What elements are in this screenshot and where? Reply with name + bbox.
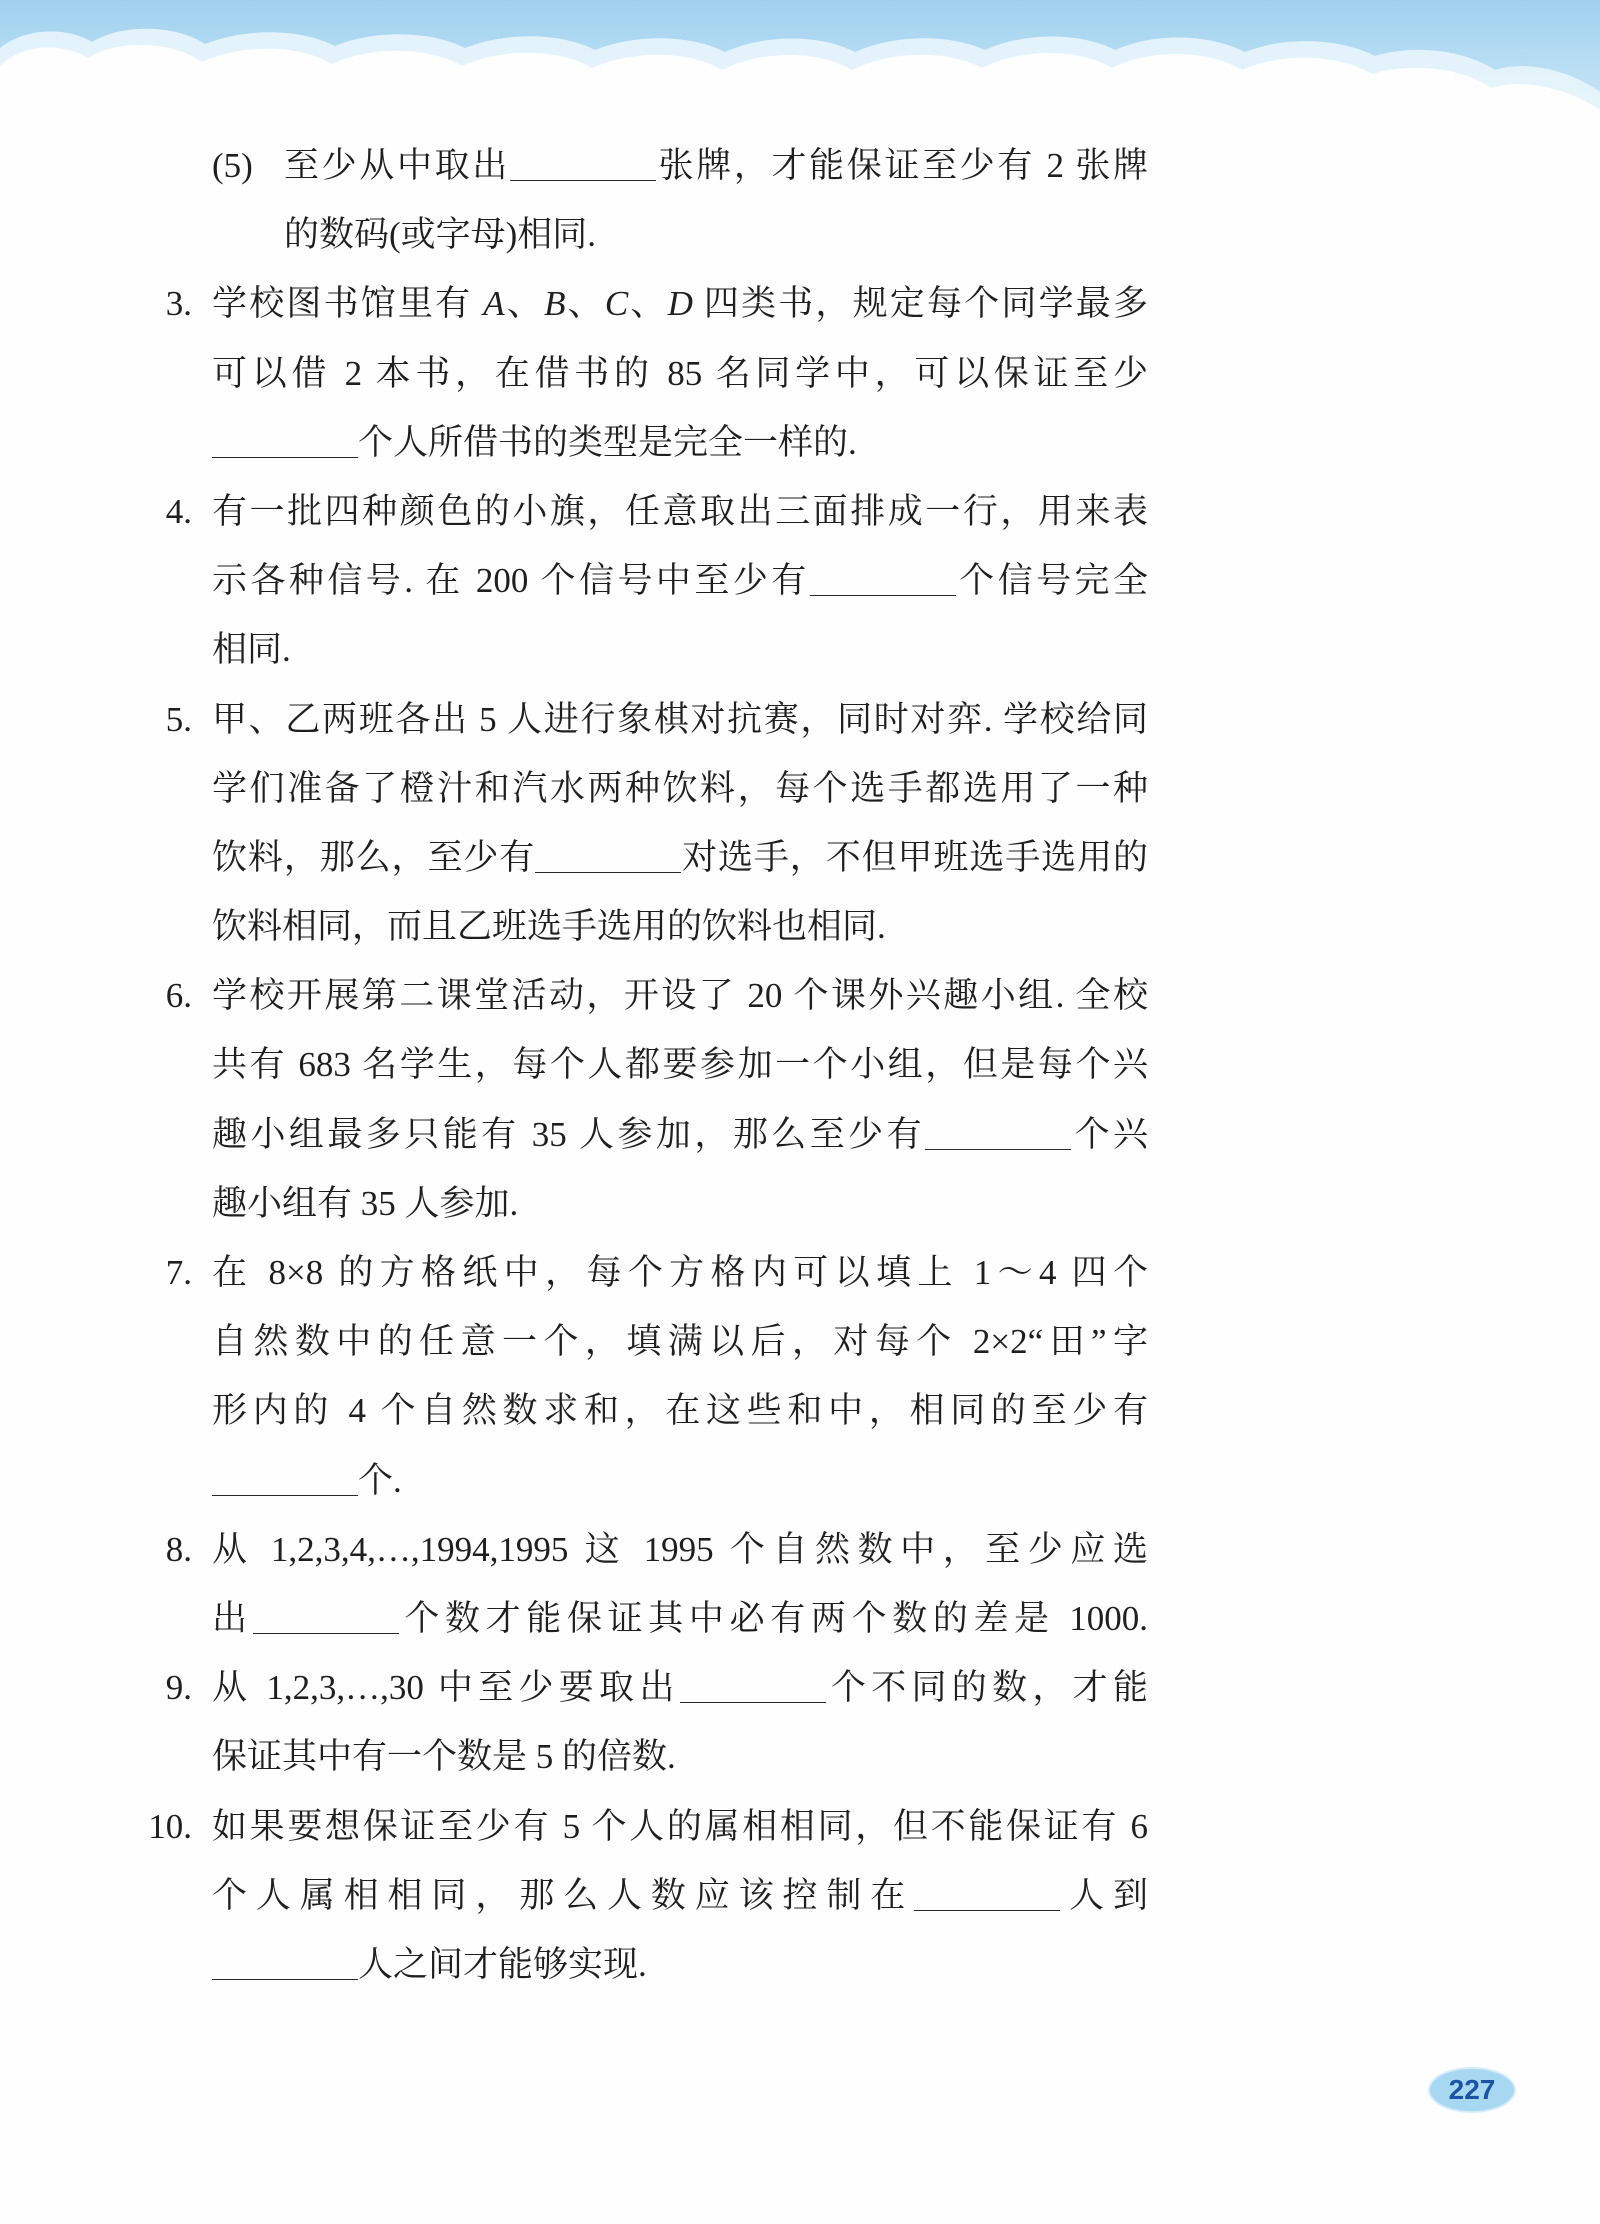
- problem-number: 5.: [165, 699, 192, 739]
- text-segment: 共有 683 名学生，每个人都要参加一个小组，但是每个兴: [212, 1045, 1148, 1085]
- problem-number: 3.: [165, 284, 192, 324]
- cloud-banner: [0, 0, 1600, 130]
- text-segment: 示各种信号. 在 200 个信号中至少有: [212, 561, 810, 601]
- answer-blank: [914, 1875, 1060, 1911]
- problem-line: [212, 269, 1148, 338]
- problem-line: [212, 1100, 1148, 1169]
- answer-blank: [212, 1460, 358, 1496]
- problem-line: [284, 131, 1148, 200]
- text-segment: 四类书，规定每个同学最多: [692, 284, 1148, 324]
- text-segment: 趣小组有 35 人参加.: [212, 1183, 519, 1223]
- text-segment: 在 8×8 的方格纸中，每个方格内可以填上 1～4 四个: [212, 1253, 1148, 1292]
- text-segment: C: [604, 284, 629, 324]
- text-segment: 、: [628, 284, 668, 324]
- text-segment: 个人所借书的类型是完全一样的.: [358, 422, 857, 462]
- text-segment: 学校图书馆里有: [212, 284, 484, 324]
- page-number-badge: 227: [1430, 2069, 1514, 2111]
- problem-line: [212, 339, 1148, 408]
- text-segment: 人到: [1060, 1875, 1148, 1915]
- problem-6: [165, 961, 1148, 1238]
- text-segment: 个信号完全: [955, 561, 1148, 601]
- problem-list: [148, 131, 1148, 1999]
- problem-line: [212, 685, 1148, 754]
- problem-number: 8.: [165, 1529, 192, 1569]
- answer-blank: [810, 560, 956, 596]
- problem-line: [212, 1653, 1148, 1722]
- problem-line: [212, 1376, 1148, 1445]
- answer-blank: [925, 1114, 1071, 1150]
- problem-line: [212, 1307, 1148, 1376]
- text-segment: 对选手，不但甲班选手选用的: [681, 837, 1148, 877]
- problem-line: [212, 1515, 1148, 1584]
- problem-line: [212, 1930, 1148, 1999]
- problem-line: [212, 892, 1148, 961]
- text-segment: 个数才能保证其中必有两个数的差是 1000.: [398, 1598, 1148, 1638]
- problem-line: [212, 1238, 1148, 1307]
- problem-line: [212, 823, 1148, 892]
- text-segment: 如果要想保证至少有 5 个人的属相相同，但不能保证有 6: [212, 1806, 1148, 1846]
- problem-8: [165, 1515, 1148, 1653]
- answer-blank: [212, 422, 358, 458]
- text-segment: 、: [565, 284, 605, 324]
- problem-2-part-5: [212, 131, 1148, 269]
- problem-number: 10.: [148, 1806, 192, 1846]
- text-segment: 张牌，才能保证至少有 2 张牌: [655, 146, 1148, 185]
- problem-line: [212, 615, 1148, 684]
- text-segment: 出: [212, 1598, 253, 1638]
- text-segment: D: [667, 284, 693, 324]
- text-segment: 个兴: [1071, 1114, 1148, 1154]
- text-segment: 个不同的数，才能: [825, 1668, 1148, 1708]
- text-segment: 从 1,2,3,…,30 中至少要取出: [212, 1668, 680, 1708]
- text-segment: A: [483, 284, 505, 324]
- problem-line: [212, 1446, 1148, 1515]
- text-segment: 可以借 2 本书，在借书的 85 名同学中，可以保证至少: [212, 353, 1148, 393]
- text-segment: 自然数中的任意一个，填满以后，对每个 2×2“田”字: [212, 1322, 1148, 1362]
- problem-line: [212, 1030, 1148, 1099]
- text-segment: 人之间才能够实现.: [358, 1944, 647, 1984]
- text-segment: 趣小组最多只能有 35 人参加，那么至少有: [212, 1114, 926, 1154]
- text-segment: 、: [504, 284, 545, 324]
- problem-number: 4.: [165, 491, 192, 531]
- problem-line: [212, 961, 1148, 1030]
- text-segment: 学校开展第二课堂活动，开设了 20 个课外兴趣小组. 全校: [212, 976, 1148, 1016]
- problem-4: [165, 477, 1148, 685]
- text-segment: 饮料相同，而且乙班选手选用的饮料也相同.: [212, 907, 886, 947]
- text-segment: B: [544, 284, 566, 324]
- text-segment: 个.: [358, 1460, 402, 1500]
- text-segment: 个人属相相同，那么人数应该控制在: [212, 1875, 915, 1915]
- text-segment: 学们准备了橙汁和汽水两种饮料，每个选手都选用了一种: [212, 768, 1148, 808]
- problem-line: [284, 200, 1148, 269]
- problem-9: [165, 1653, 1148, 1791]
- answer-blank: [253, 1598, 399, 1634]
- answer-blank: [212, 1944, 358, 1980]
- problem-number: 7.: [165, 1253, 192, 1292]
- text-segment: 形内的 4 个自然数求和，在这些和中，相同的至少有: [212, 1391, 1148, 1431]
- problem-number: 9.: [165, 1668, 192, 1708]
- text-segment: 保证其中有一个数是 5 的倍数.: [212, 1737, 676, 1777]
- text-segment: 有一批四种颜色的小旗，任意取出三面排成一行，用来表: [212, 491, 1148, 531]
- problem-5: [165, 685, 1148, 962]
- problem-7: [165, 1238, 1148, 1515]
- answer-blank: [510, 145, 656, 181]
- problem-line: [212, 477, 1148, 546]
- text-segment: 至少从中取出: [284, 146, 510, 185]
- answer-blank: [680, 1667, 826, 1703]
- problem-line: [212, 1584, 1148, 1653]
- problem-line: [212, 1861, 1148, 1930]
- text-segment: 甲、乙两班各出 5 人进行象棋对抗赛，同时对弈. 学校给同: [212, 699, 1148, 739]
- problem-line: [212, 546, 1148, 615]
- problem-line: [212, 1722, 1148, 1791]
- problem-3: [165, 269, 1148, 477]
- answer-blank: [535, 837, 681, 873]
- problem-line: [212, 1169, 1148, 1238]
- text-segment: 饮料，那么，至少有: [212, 837, 536, 877]
- sub-item-number: (5): [212, 146, 253, 185]
- text-segment: 从 1,2,3,4,…,1994,1995 这 1995 个自然数中，至少应选: [212, 1529, 1148, 1569]
- problem-line: [212, 408, 1148, 477]
- problem-line: [212, 754, 1148, 823]
- text-segment: 的数码(或字母)相同.: [284, 215, 597, 255]
- problem-number: 6.: [165, 976, 192, 1016]
- text-segment: 相同.: [212, 630, 291, 670]
- problem-10: [148, 1792, 1148, 2000]
- problem-line: [212, 1792, 1148, 1861]
